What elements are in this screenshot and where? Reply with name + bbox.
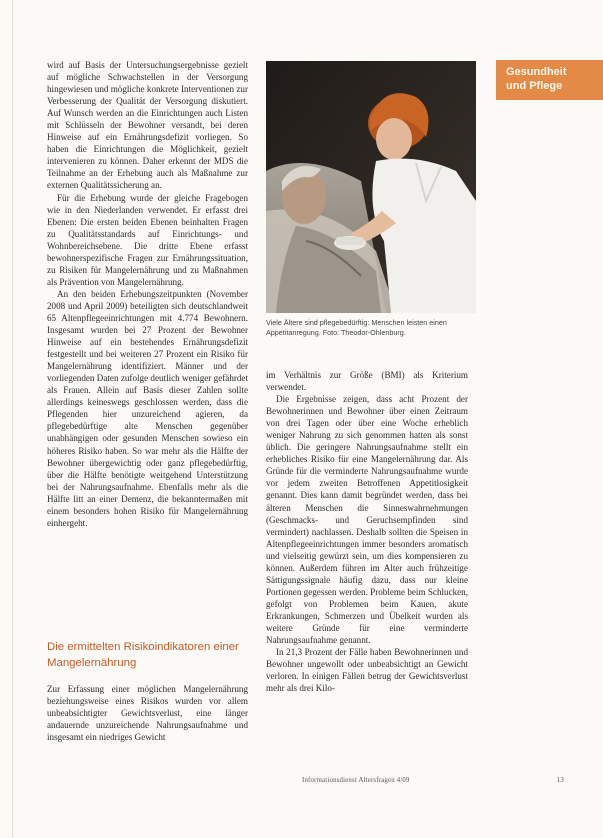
section-tab-line-1: Gesundheit <box>506 66 567 78</box>
page-number: 13 <box>556 777 564 784</box>
paragraph: im Verhältnis zur Größe (BMI) als Kriterium verwendet. <box>266 370 468 393</box>
paragraph: In 21,3 Prozent der Fälle haben Bewohnerinnen und Bewohner ungewollt oder unbeabsichtigt an Gewicht verloren. In einigen Fällen betrug der Gewichtsverlust mehr als drei Kilo- <box>266 647 468 694</box>
page-footer <box>302 777 564 784</box>
journal-title: Informationsdienst Altersfragen 4/09 <box>302 777 410 784</box>
paragraph: Zur Erfassung einer möglichen Mangelernährung beziehungsweise eines Risikos wurden vor allem unbeabsichtigter Gewichtsverlust, eine länger andauernde unzureichende Nahrungsaufnahme und insgesamt ein niedriges Gewicht <box>47 684 248 743</box>
paragraph: wird auf Basis der Untersuchungsergebnisse gezielt auf mögliche Schwachstellen in der Versorgung hingewiesen und mögliche konkrete Interventionen zur Verbesserung der Qualität der Versorgung diskutiert. Auf Wunsch werden an die Einrichtungen auch Listen mit Schlüsseln der Bewohner versandt, bei deren Hinweise auf ein Ernährungsdefizit vorliegen. So haben die Einrichtungen die Möglichkeit, gezielt intervenieren zu können. Daher erkennt der MDS die Teilnahme an der Erhebung auch als Maßnahme zur externen Qualitätssicherung an. <box>47 60 248 191</box>
article-photo <box>266 61 476 313</box>
paragraph: An den beiden Erhebungszeitpunkten (November 2008 und April 2009) beteiligten sich deutschlandweit 65 Altenpflegeeinrichtungen mit 4.774 Bewohnern. Insgesamt wurden bei 27 Prozent der Bewohner Hinweise auf ein bestehendes Ernährungsdefizit festgestellt und bei weiteren 27 Prozent ein Risiko für Mangelernährung identifiziert. Männer und der vorliegenden Daten zufolge deutlich weniger gefährdet als Frauen. Allein auf Basis dieser Zahlen sollte allerdings keineswegs geschlossen werden, dass die Pflegenden hier unzureichend agieren, da pflegebedürftige alte Menschen gegenüber unabhängigen oder gesunden Menschen sowieso ein höheres Risiko haben. So war mehr als die Hälfte der Bewohner übergewichtig oder ganz pflegebedürftig, über die Hälfte benötigte weitgehend Unterstützung bei der Nahrungsaufnahme. Ebenfalls mehr als die Hälfte litt an einer Demenz, die bekanntermaßen mit einem besonders hohen Risiko für Mangelernährung einhergeht. <box>47 288 248 528</box>
left-column <box>47 59 248 529</box>
left-column-continued <box>47 683 248 743</box>
paragraph: Für die Erhebung wurde der gleiche Fragebogen wie in den Niederlanden verwendet. Er erfasst drei Ebenen: Die ersten beiden Ebenen beinhalten Fragen zu Qualitätsstandards auf Einrichtungs- und Wohnbereichsebene. Die dritte Ebene erfasst bewohnerspezifische Fragen zur Ernährungssituation, zu Risiken für Mangelernährung und zu Maßnahmen als Prävention von Mangelernährung. <box>47 192 248 287</box>
right-column <box>266 369 468 694</box>
photo-caregiver-feeding-elderly-woman <box>266 61 476 313</box>
paragraph: Die Ergebnisse zeigen, dass acht Prozent der Bewohnerinnen und Bewohner über einen Zeitraum von drei Tagen oder über eine Woche erheblich weniger Nahrung zu sich genommen hatten als sonst üblich. Die geringere Nahrungsaufnahme stellt ein erhebliches Risiko für eine Mangelernährung dar. Als Gründe für die verminderte Nahrungsaufnahme wurde vor jedem zweiten Betroffenen Appetitlosigkeit genannt. Dies kann damit begründet werden, dass bei älteren Menschen die Sinneswahrnehmungen (Geschmacks- und Geruchsempfinden sind vermindert) nachlassen. Deshalb sollten die Speisen in Altenpflegeeinrichtungen immer besonders aromatisch und vielseitig gewürzt sein, um dies kompensieren zu können. Außerdem führen im Alter auch frühzeitige Sättigungssignale häufig dazu, dass nur kleine Portionen gegessen werden. Probleme beim Schlucken, gefolgt von Problemen beim Kauen, akute Erkrankungen, Schmerzen und Übelkeit wurden als weitere Gründe für eine verminderte Nahrungsaufnahme genannt. <box>266 394 468 646</box>
photo-caption: Viele Ältere sind pflegebedürftig: Menschen leisten einen Appetitanregung. Foto: Theodor-Ohlenburg. <box>266 318 447 337</box>
page-edge-line <box>12 0 13 838</box>
section-tab <box>496 60 603 100</box>
section-tab-line-2: und Pflege <box>506 80 563 92</box>
section-subheading: Die ermittelten Risikoindikatoren einer Mangelernährung <box>47 641 239 669</box>
